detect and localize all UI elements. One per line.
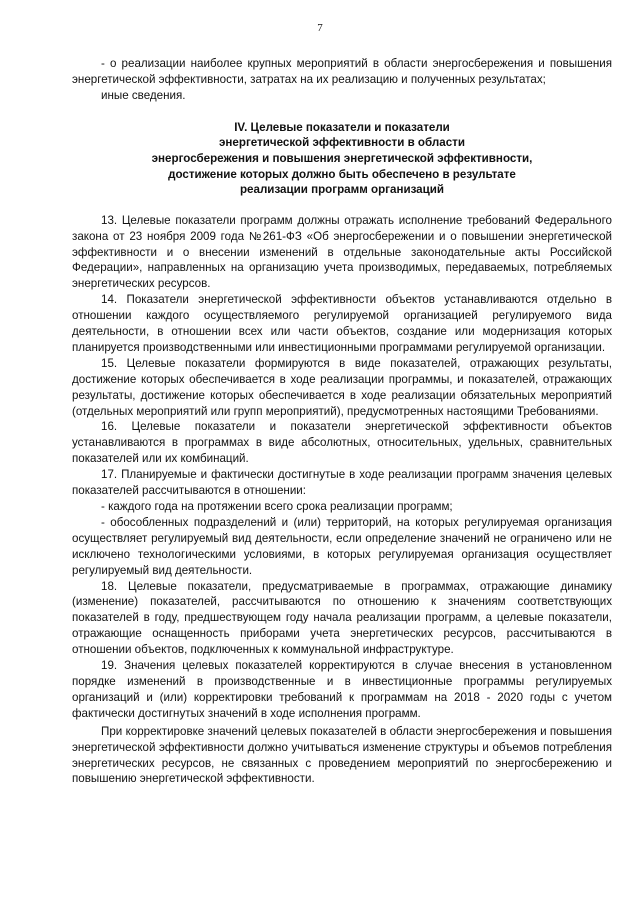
section-heading bbox=[72, 120, 612, 198]
section-heading-line: энергетической эффективности в области bbox=[219, 136, 465, 150]
section-heading-line: реализации программ организаций bbox=[239, 183, 445, 197]
section-heading-line: энергосбережения и повышения энергетической эффективности, bbox=[151, 151, 533, 165]
paragraph-19: 19. Значения целевых показателей корректируются в случае внесения в установленном порядке изменений в производственные и в инвестиционные программы регулируемых организаций и (или) корректировки требований к программам на 2018 - 2020 годы с учетом фактически достигнутых значений в ходе исполнения программ. bbox=[72, 659, 612, 720]
paragraph-14: 14. Показатели энергетической эффективности объектов устанавливаются отдельно в отношении каждого осуществляемого регулируемой организацией регулируемого вида деятельности, в отношении всех или части объектов, создание или модернизация которых планируется производственными или инвестиционными программами регулируемой организации. bbox=[72, 293, 612, 354]
section-heading-line: IV. Целевые показатели и показатели bbox=[234, 120, 450, 134]
paragraph-17-item-year: - каждого года на протяжении всего срока реализации программ; bbox=[101, 500, 453, 513]
paragraph-18: 18. Целевые показатели, предусматриваемые в программах, отражающие динамику (изменение) показателей, рассчитываются по отношению к значениям соответствующих показателей в году, предшествующем году начала реализации программ, а целевые показатели, отражающие оснащенность приборами учета энергетических ресурсов, рассчитываются в отношении объектов, подключенных к коммунальной инфраструктуре. bbox=[72, 579, 612, 657]
document-body bbox=[72, 56, 612, 787]
intro-item-other: иные сведения. bbox=[101, 88, 186, 102]
intro-item-results: - о реализации наиболее крупных мероприятий в области энергосбережения и повышения энергетической эффективности, затратах на их реализацию и полученных результатах; bbox=[72, 57, 612, 86]
section-heading-line: достижение которых должно быть обеспечено в результате bbox=[168, 167, 516, 181]
paragraph-15: 15. Целевые показатели формируются в виде показателей, отражающих результаты, достижение которых обеспечивается в ходе реализации программы, и показателей, отражающих результаты, достижение которых обеспечивается в ходе реализации обязательных мероприятий (отдельных мероприятий или групп мероприятий), предусмотренных настоящими Требованиями. bbox=[72, 356, 612, 418]
paragraph-17-item-divisions: - обособленных подразделений и (или) территорий, на которых регулируемая организация осуществляет регулируемый вид деятельности, если определение значений не ограничено или не исключено технологическими условиями, в которых регулируемая организация осуществляет регулируемый вид деятельности. bbox=[72, 515, 612, 577]
paragraph-16: 16. Целевые показатели и показатели энергетической эффективности объектов устанавливаются в программах в виде абсолютных, относительных, удельных, сравнительных показателей или их комбинаций. bbox=[72, 420, 612, 466]
page-number: 7 bbox=[317, 22, 323, 34]
paragraph-13: 13. Целевые показатели программ должны отражать исполнение требований Федерального закона от 23 ноября 2009 года №261-ФЗ «Об энергосбережении и о повышении энергетической эффективности и о внесении изменений в отдельные законодательные акты Российской Федерации», направленных на организацию учета производимых, передаваемых, потребляемых энергетических ресурсов. bbox=[72, 213, 612, 291]
paragraph-17: 17. Планируемые и фактически достигнутые в ходе реализации программ значения целевых показателей рассчитываются в отношении: bbox=[72, 468, 612, 498]
paragraph-correction: При корректировке значений целевых показателей в области энергосбережения и повышения энергетической эффективности должно учитываться изменение структуры и объемов потребления энергетических ресурсов, не связанных с проведением мероприятий по энергосбережению и повышению энергетической эффективности. bbox=[72, 724, 612, 786]
